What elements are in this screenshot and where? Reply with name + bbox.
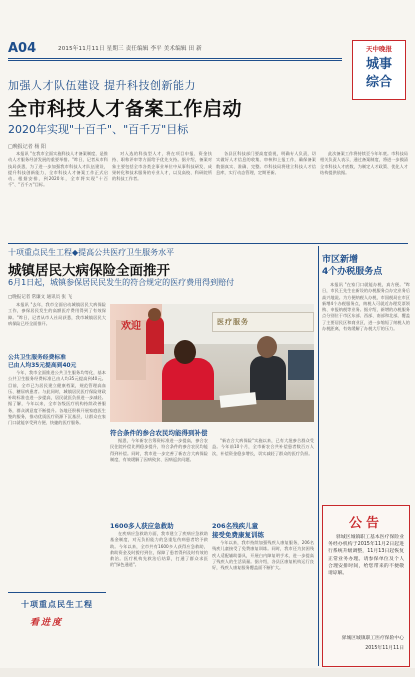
page-number: A04	[8, 41, 37, 56]
section-masthead	[352, 40, 406, 100]
campaign-logo-subtitle: 看进度	[30, 618, 64, 628]
story2-column-1	[8, 302, 106, 350]
photo-person-man-head	[257, 336, 277, 358]
lead-subhead: 2020年实现"十百千"、"百千万"目标	[8, 123, 189, 136]
photo-monitor	[288, 350, 314, 380]
story2-section-heading-4b: 接受免费康复训练	[212, 531, 264, 539]
right-news-headline-line2: 4个办税服务点	[322, 267, 383, 277]
lead-column-3	[216, 151, 316, 241]
campaign-logo-title: 十项重点民生工程	[21, 600, 93, 609]
photo-person-standing-head	[148, 308, 161, 321]
header-rule-thin	[8, 60, 342, 61]
story2-section-heading-3: 1600多人获应急救助	[110, 522, 174, 530]
lead-byline: □晚报记者 杨 阳	[8, 144, 46, 150]
photo-section-title: 符合条件的参合农民均能得到补偿	[110, 429, 208, 437]
page-bottom-edge	[0, 668, 415, 677]
notice-title: 公告	[348, 516, 383, 531]
lead-kicker: 加强人才队伍建设 提升科技创新能力	[8, 79, 196, 92]
masthead-paper-name: 天中晚报	[366, 45, 392, 53]
story2-byline: □晚报记者 常廉文 通讯员 张 飞	[8, 295, 72, 300]
right-news-headline	[322, 254, 382, 278]
masthead-section-title	[353, 56, 405, 92]
story2-paragraph: 在疾病应急救助方面，我市建立了疾病应急救助基金制度，对无负担能力的急重危伤病患者给予救助。今年以来，全市共有1600多人获得应急救助，救助资金及时拨付到位，保障了患者得到及时有效的救治。医疗机构先救治后结算，打通了群众求医的"绿色通道"。	[110, 531, 208, 568]
lead-paragraph: 本报讯 "在我市全面实施科技人才备案制度，是推动人才服务经济发展的重要举措。"昨日，记者从市科技局获悉，为了进一步加强我市科技人才队伍建设，提升科技创新能力，全市科技人才备案工作正式启动。根据安排，到2020年，全市将实现"十百千"、"百千万"目标。	[8, 151, 108, 188]
campaign-logo	[8, 592, 106, 637]
lead-column-2	[112, 151, 212, 241]
story2-subhead: 6月1日起，城镇参保居民民发生的符合规定的医疗费用得到赔付	[8, 278, 235, 287]
photo-banner: 欢迎	[116, 320, 146, 380]
dateline: 2015年11月11日 星期三 责任编辑 李平 美术编辑 田 新	[58, 46, 202, 52]
story2-mid-column-1	[110, 438, 208, 516]
lead-paragraph: 此次备案工作将持续至今年年底。市科技局相关负责人表示，通过备案制度，将进一步摸清全市科技人才底数，为制定人才政策、优化人才结构提供依据。	[320, 151, 408, 175]
column-separator	[318, 246, 319, 666]
news-photo	[110, 304, 314, 422]
story2-paragraph: 今年，我市全面推进公共卫生服务均等化，基本公共卫生服务经费标准已由人均35元提高到40元。目前，全市已为居民建立健康档案，规范管理高血压、糖尿病患者。与此同时，城镇居民医疗保险财政补助标准也进一步提高，居民就医负担进一步减轻。据了解，今年以来，全市各级医疗机构持续改善服务，群众满意度不断提升。各地还积极开展家庭医生签约服务，推动优质医疗资源下沉基层，让群众在家门口就能享受到方便、快捷的医疗服务。	[8, 370, 106, 426]
masthead-title-line1: 城事	[365, 57, 392, 72]
photo-person-standing	[146, 316, 164, 354]
story2-kicker: 十项重点民生工程◆提高公共医疗卫生服务水平	[8, 248, 175, 257]
story2-mid-column-2	[212, 438, 314, 516]
story2-paragraph: 本报讯 "去年，我市全面启动城镇居民大病保险工作，参保居民发生的高额医疗费用得到了有效保障。"昨日，记者从市人社局获悉，我市城镇居民大病保险已经全面推开。	[8, 302, 106, 326]
story2-column-1b	[8, 370, 106, 578]
lead-paragraph: 对入选的科技型人才，将在项目申报、资金扶持、职称评审等方面给予优先支持。据介绍，备案对象主要包括全市各类企事业单位中从事科技研发、成果转化和技术服务的专业人才，以及高校、科研院所的科技工作者。	[112, 151, 212, 182]
lead-column-4	[320, 151, 408, 241]
story2-section-heading: 公共卫生服务经费标准	[8, 355, 66, 361]
photo-sign	[212, 312, 314, 332]
notice-box	[322, 505, 410, 667]
story2-mid-column-4	[212, 540, 314, 661]
story2-section-heading-4a: 206名残疾儿童	[212, 522, 259, 530]
lead-column-1	[8, 151, 108, 241]
story2-section-heading-2: 已由人均35元提高到40元	[8, 363, 77, 369]
notice-body: 驿城区城镇职工基本医疗保险业务经办机构于2015年11月2日起进行系统升级调整，11月13日起恢复正常业务办理。请参保单位及个人合理安排时间，给您带来的不便敬请谅解。	[328, 535, 404, 577]
story2-headline: 城镇居民大病保险全面推开	[8, 263, 170, 279]
notice-date: 2015年11月11日	[365, 646, 404, 651]
right-news-body	[322, 282, 410, 502]
lead-paragraph: 各县区科技部门要高度重视，明确专人负责，切实做好人才信息的收集、审核和上报工作，确保备案数据真实、准确、完整。市科技局将建立科技人才信息库，实行动态管理，定期更新。	[216, 151, 316, 175]
notice-organization: 驿城区城镇职工医疗保险中心	[341, 636, 404, 641]
story2-paragraph: "新农合大病保险"实施以来，已有大批参合群众受益。今年前10个月，全市新农合共补偿患者数百万人次，补偿资金稳步增长，切实减轻了群众的医疗负担。	[212, 438, 314, 456]
lead-bottom-rule	[8, 243, 408, 244]
masthead-title-line2: 综合	[365, 75, 392, 90]
lead-headline: 全市科技人才备案工作启动	[8, 98, 243, 120]
photo-sign-text: 医疗服务	[217, 318, 249, 326]
right-news-paragraph: 本报讯 "在家门口就能办税，真方便。"昨日，市民王先生在新设的办税服务点办完业务后高兴地说。为方便纳税人办税，市国税局在市区新增4个办税服务点，纳税人可就近办理发票领购、申报纳税等业务。据介绍，新增的办税服务点分别位于市区东部、西部、南部和北部，覆盖了主要居民区和商业区，进一步缩短了纳税人的办税距离，有效缓解了办税大厅的压力。	[322, 282, 410, 332]
photo-person-seated-head	[174, 340, 196, 364]
story2-paragraph: 据悉，今年新农合筹资标准进一步提高，参合农民住院补偿比例稳步提升，符合条件的参合农民均能得到补偿。同时，我市进一步完善了新农合大病保险制度，有效缓解了因病致贫、因病返贫问题。	[110, 438, 208, 462]
right-news-headline-line1: 市区新增	[322, 255, 359, 265]
story2-paragraph: 今年以来，我市持续加强残疾人康复服务，206名残疾儿童接受了免费康复训练。同时，我市还为贫困残疾人适配辅助器具，开展白内障复明手术，进一步提高了残疾人的生活质量。据介绍，各县区康复机构运行良好，残疾人康复服务覆盖面不断扩大。	[212, 540, 314, 571]
story2-mid-column-3	[110, 531, 208, 661]
header-rule	[8, 58, 342, 59]
